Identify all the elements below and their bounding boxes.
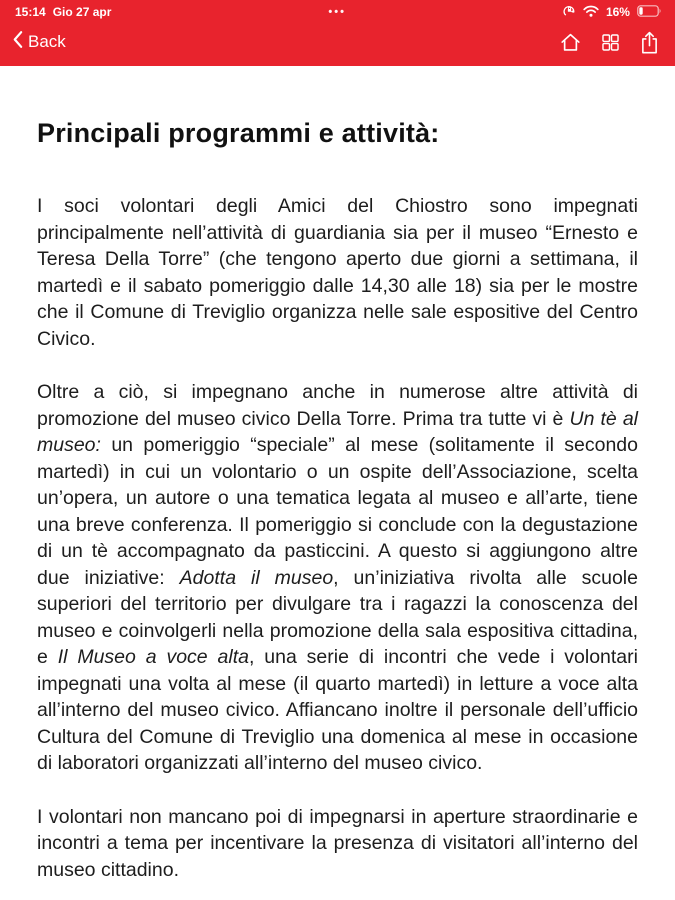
- chevron-left-icon: [12, 30, 23, 54]
- grid-icon[interactable]: [601, 33, 620, 52]
- battery-icon: [637, 5, 662, 20]
- orientation-lock-icon: [563, 4, 576, 20]
- app-header: [0, 0, 675, 66]
- nav-bar: [0, 24, 675, 66]
- article-body: [37, 193, 638, 883]
- share-icon[interactable]: [640, 31, 659, 54]
- paragraph-2: Oltre a ciò, si impegnano anche in numerose altre attività di promozione del museo civico Della Torre. Prima tra tutte vi è Un tè al museo: un pomeriggio “speciale” al mese (solitamente il secondo martedì) in cui un volontario o un ospite dell’Associazione, scelta un’opera, un autore o una tematica legata al museo e all’arte, tiene una breve conferenza. Il pomeriggio si conclude con la degustazione di un tè accompagnato da pasticcini. A questo si aggiungono altre due iniziative: Adotta il museo, un’iniziativa rivolta alle scuole superiori del territorio per divulgare tra i ragazzi la conoscenza del museo e coinvolgerli nella promozione della sala espositiva cittadina, e Il Museo a voce alta, una serie di incontri che vede i volontari impegnati una volta al mese (il quarto martedì) in letture a voce alta all’interno del museo civico. Affiancano inoltre il personale dell’ufficio Cultura del Comune di Treviglio una domenica al mese in occasione di laboratori organizzati all’interno del museo civico.: [37, 381, 638, 774]
- status-date: Gio 27 apr: [52, 5, 112, 19]
- home-icon[interactable]: [560, 32, 581, 53]
- status-time: 15:14: [15, 5, 46, 19]
- back-button[interactable]: [12, 30, 66, 54]
- reader-content: [0, 66, 675, 883]
- status-bar: [0, 0, 675, 24]
- page-title: Principali programmi e attività:: [37, 118, 440, 148]
- back-label: Back: [28, 32, 66, 51]
- paragraph-3: I volontari non mancano poi di impegnarsi in aperture straordinarie e incontri a tema per incentivare la presenza di visitatori all’interno del museo cittadino.: [37, 805, 638, 881]
- battery-percent: 16%: [605, 5, 630, 19]
- status-center-dots: •••: [328, 6, 346, 18]
- paragraph-1: I soci volontari degli Amici del Chiostro sono impegnati principalmente nell’attività di guardiania sia per il museo “Ernesto e Teresa Della Torre” (che tengono aperto due giorni a settimana, il martedì e il sabato pomeriggio dalle 14,30 alle 18) sia per le mostre che il Comune di Treviglio organizza nelle sale espositive del Centro Civico.: [37, 195, 638, 350]
- wifi-icon: [583, 5, 599, 20]
